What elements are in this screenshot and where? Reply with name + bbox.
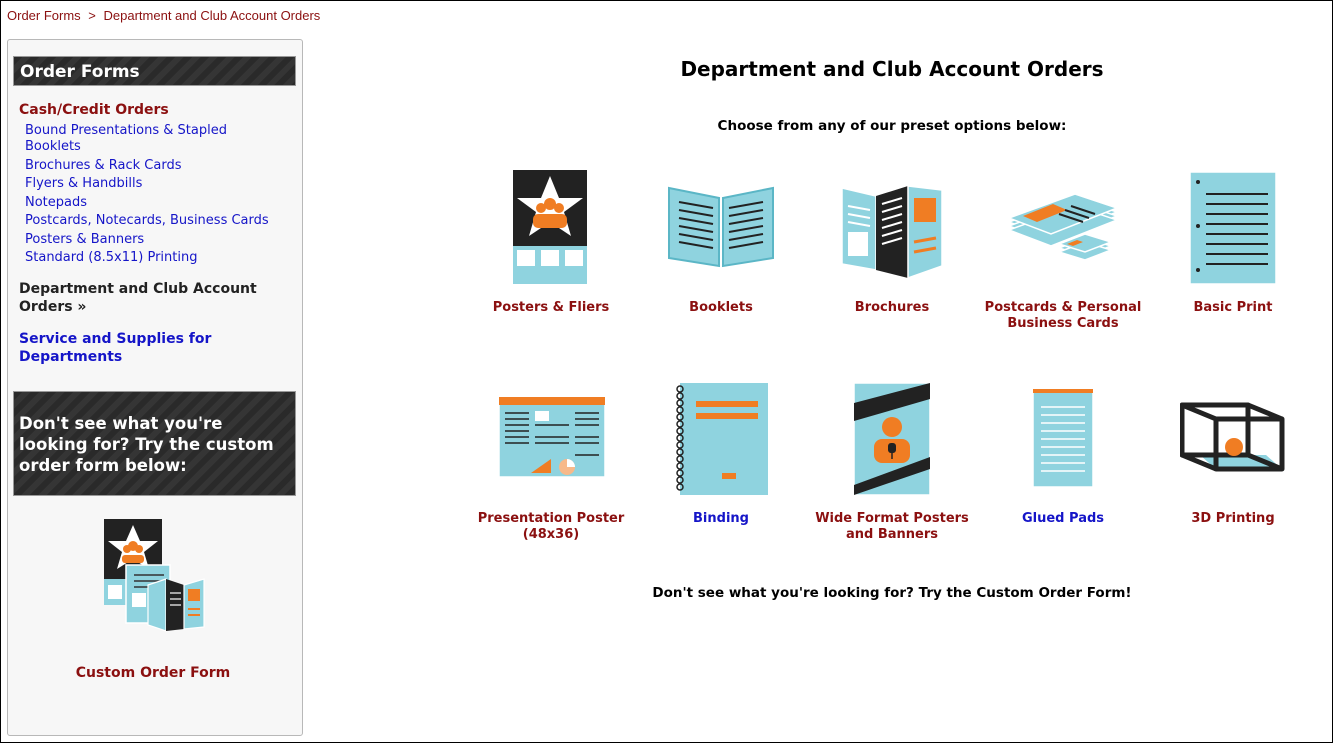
tile-label[interactable]: Binding [693, 511, 749, 526]
sidebar-link-list [25, 123, 285, 269]
sidebar-link-standard-printing[interactable]: Standard (8.5x11) Printing [25, 250, 198, 265]
cash-credit-orders-heading[interactable]: Cash/Credit Orders [19, 102, 169, 118]
tile-basic-print[interactable] [1148, 170, 1318, 316]
tile-posters-fliers[interactable] [466, 170, 636, 316]
tile-label[interactable]: Brochures [854, 300, 930, 315]
glued-pads-icon [1031, 381, 1095, 497]
brochure-icon [840, 170, 944, 286]
tile-3d-printing[interactable] [1148, 381, 1318, 527]
sidebar-link-notepads[interactable]: Notepads [25, 194, 88, 210]
tile-label[interactable]: Presentation Poster (48x36) [477, 511, 625, 542]
sidebar-link-bound-presentations[interactable]: Bound Presentations & Stapled Booklets [25, 123, 227, 154]
tile-presentation-poster[interactable] [466, 381, 636, 543]
custom-order-promo: Don't see what you're looking for? Try the custom order form below: [13, 391, 296, 496]
tile-label[interactable]: 3D Printing [1191, 511, 1275, 526]
sidebar-link-posters[interactable]: Posters & Banners [25, 231, 145, 247]
sidebar-link-service-supplies[interactable]: Service and Supplies for Departments [19, 331, 212, 365]
tile-label[interactable]: Glued Pads [1021, 511, 1105, 526]
breadcrumb-root-link[interactable]: Order Forms [7, 8, 81, 23]
sidebar-heading: Order Forms [13, 56, 296, 86]
tile-label[interactable]: Booklets [689, 300, 753, 315]
tile-glued-pads[interactable] [978, 381, 1148, 527]
sidebar-link-department-orders[interactable]: Department and Club Account Orders » [19, 281, 257, 315]
tile-booklets[interactable] [636, 170, 806, 316]
custom-order-icon[interactable] [104, 519, 208, 635]
page-title: Department and Club Account Orders [680, 57, 1104, 81]
booklet-icon [667, 170, 775, 286]
tile-binding[interactable] [636, 381, 806, 527]
basic-print-icon [1188, 170, 1278, 286]
custom-order-form-link[interactable]: Custom Order Form [75, 665, 231, 681]
breadcrumb-separator: > [88, 8, 96, 23]
tile-label[interactable]: Basic Print [1193, 300, 1273, 315]
page-subtitle: Choose from any of our preset options below: [717, 118, 1067, 134]
binding-icon [672, 381, 770, 497]
breadcrumb-current[interactable]: Department and Club Account Orders [103, 8, 321, 23]
tile-postcards[interactable] [978, 170, 1148, 332]
custom-order-footer-link[interactable]: Don't see what you're looking for? Try the Custom Order Form! [652, 585, 1132, 601]
tile-brochures[interactable] [807, 170, 977, 316]
breadcrumb [7, 8, 320, 23]
sidebar-link-brochures[interactable]: Brochures & Rack Cards [25, 157, 182, 173]
sidebar-link-flyers[interactable]: Flyers & Handbills [25, 176, 143, 191]
poster-icon [513, 170, 589, 286]
presentation-poster-icon [495, 381, 607, 497]
sidebar-link-postcards[interactable]: Postcards, Notecards, Business Cards [25, 213, 269, 228]
tile-label[interactable]: Postcards & Personal Business Cards [984, 300, 1142, 331]
3d-printing-icon [1180, 381, 1286, 497]
tile-label[interactable]: Posters & Fliers [492, 300, 610, 315]
wide-format-icon [852, 381, 932, 497]
postcard-icon [1005, 170, 1121, 286]
tile-label[interactable]: Wide Format Posters and Banners [815, 511, 969, 542]
sidebar [7, 39, 303, 736]
tile-wide-format[interactable] [807, 381, 977, 543]
